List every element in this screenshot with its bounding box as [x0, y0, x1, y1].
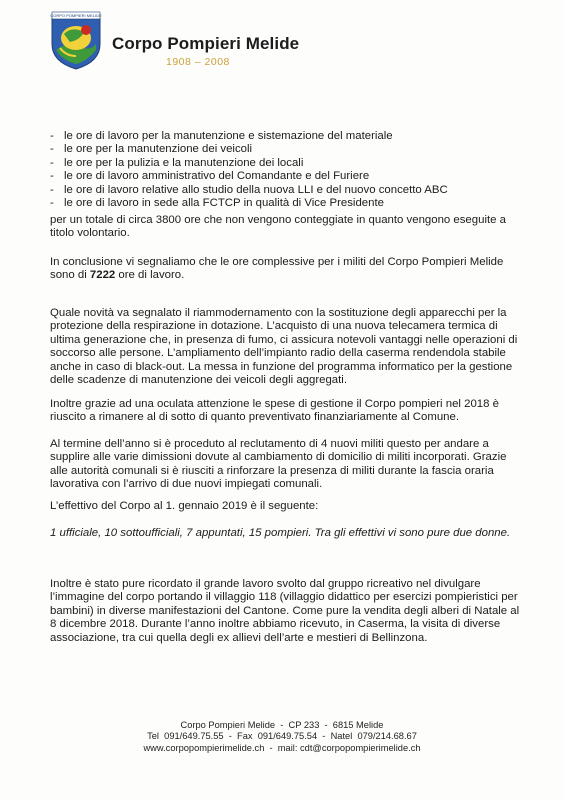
- list-item: - le ore di lavoro relative allo studio della nuova LLI e del nuovo concetto ABC: [50, 183, 448, 196]
- list-dash: -: [50, 143, 54, 156]
- paragraph-conclusion: In conclusione vi segnaliamo che le ore complessive per i militi del Corpo Pompieri Melide sono di 7222 ore di lavoro.: [50, 256, 504, 282]
- organization-name: Corpo Pompieri Melide: [112, 34, 300, 53]
- work-hours-list: [50, 130, 520, 210]
- list-item: - le ore per la pulizia e la manutenzione dei locali: [50, 156, 304, 169]
- page-footer: [0, 720, 564, 754]
- list-item: - le ore di lavoro in sede alla FCTCP in qualità di Vice Presidente: [50, 197, 384, 210]
- footer-address: Corpo Pompieri Melide - CP 233 - 6815 Melide: [180, 720, 384, 730]
- paragraph-recreation-group: Inoltre è stato pure ricordato il grande lavoro svolto dal gruppo ricreativo nel divulgare l’immagine del corpo portando il villaggio 118 (villaggio didattico per esercizi pompieristici per bambini) in diverse manifestazioni del Cantone. Come pure la vendita degli alberi di Natale al 8 dicembre 2018. Durante l’anno inoltre abbiamo ricevuto, in Caserma, la visita di diverse associazione, tra cui quella degli ex allievi dell’arte e mestieri di Bellinzona.: [50, 578, 520, 644]
- anniversary-years: 1908 – 2008: [166, 56, 230, 68]
- footer-contacts: www.corpopompierimelide.ch - mail: cdt@corpopompierimelide.ch: [143, 742, 421, 753]
- list-dash: -: [50, 170, 54, 183]
- list-dash: -: [50, 156, 54, 169]
- paragraph-novelties: Quale novità va segnalato il riammodernamento con la sostituzione degli apparecchi per la protezione della respirazione in dotazione. L’acquisto di una nuova telecamera termica di ultima generazione che, in presenza di fumo, ci assicura notevoli vantaggi nelle operazioni di soccorso alle persone. L’ampliamento dell’impianto radio della caserma rendendola stabile anche in caso di black-out. La messa in funzione del programma informatico per la gestione delle scadenze di manutenzione dei veicoli degli aggregati.: [50, 307, 518, 387]
- paragraph-budget: Inoltre grazie ad una oculata attenzione le spese di gestione il Corpo pompieri nel 2018 è riuscito a rimanere al di sotto di quanto preventivato finanziariamente al Comune.: [50, 398, 499, 424]
- list-item: - le ore di lavoro per la manutenzione e sistemazione del materiale: [50, 130, 393, 142]
- paragraph-total-hours: per un totale di circa 3800 ore che non vengono conteggiate in quanto vengono eseguite a titolo volontario.: [50, 214, 506, 240]
- logo-lettering: CORPO POMPIERI MELIDE: [50, 13, 102, 19]
- list-dash: -: [50, 197, 54, 210]
- total-hours-value: 7222: [89, 269, 116, 282]
- paragraph-staff-count: 1 ufficiale, 10 sottoufficiali, 7 appuntati, 15 pompieri. Tra gli effettivi vi sono pure due donne.: [50, 527, 511, 539]
- footer-phones: Tel 091/649.75.55 - Fax 091/649.75.54 - Natel 079/214.68.67: [147, 731, 417, 742]
- list-item: - le ore per la manutenzione dei veicoli: [50, 143, 253, 156]
- paragraph-staff-intro: L’effettivo del Corpo al 1. gennaio 2019 è il seguente:: [50, 500, 319, 512]
- list-dash: -: [50, 130, 54, 142]
- list-item: - le ore di lavoro amministrativo del Comandante e del Furiere: [50, 170, 370, 183]
- paragraph-recruitment: Al termine dell’anno si è proceduto al reclutamento di 4 nuovi militi questo per andare a supplire alle varie dimissioni dovute al cambiamento di domicilio di militi incorporati. Grazie alle autorità comunali si è riusciti a rinforzare la presenza di militi durante la fascia oraria lavorativa con l’arrivo di due nuovi impiegati comunali.: [50, 438, 507, 491]
- list-dash: -: [50, 183, 54, 196]
- corps-logo: [50, 10, 102, 70]
